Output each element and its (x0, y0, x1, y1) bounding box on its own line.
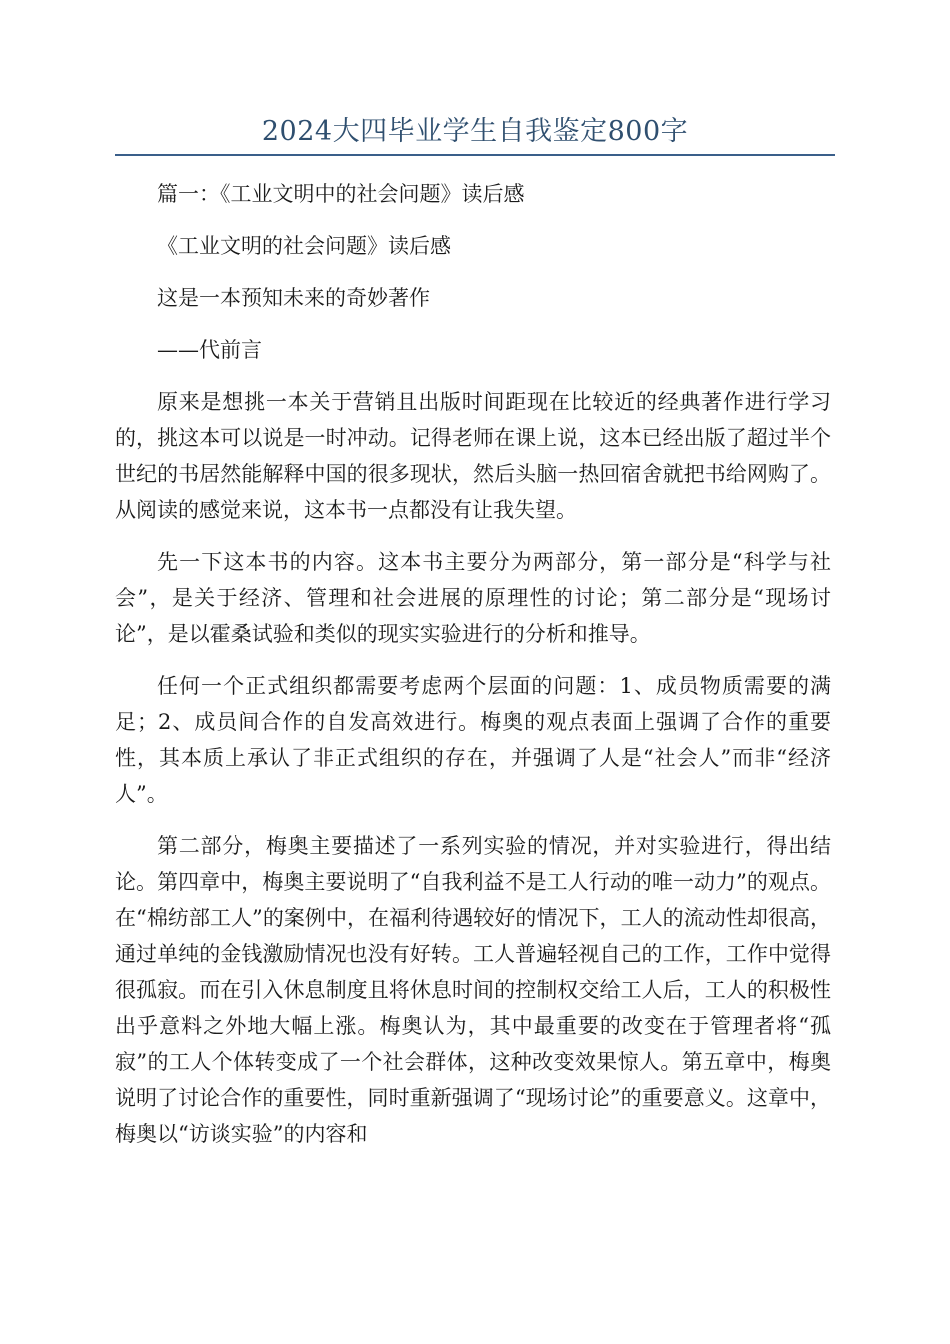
document-title: 2024大四毕业学生自我鉴定800字 (261, 116, 689, 147)
book-title-heading: 《工业文明的社会问题》读后感 (157, 234, 451, 258)
paragraph-3: 任何一个正式组织都需要考虑两个层面的问题：1、成员物质需要的满足；2、成员间合作的自发高效进行。梅奥的观点表面上强调了合作的重要性，其本质上承认了非正式组织的存在，并强调了人是“社会人”而非“经济人”。 (115, 674, 831, 806)
document-body (115, 168, 831, 1168)
paragraph-4: 第二部分，梅奥主要描述了一系列实验的情况，并对实验进行，得出结论。第四章中，梅奥主要说明了“自我利益不是工人行动的唯一动力”的观点。在“棉纺部工人”的案例中，在福利待遇较好的情况下，工人的流动性却很高，通过单纯的金钱激励情况也没有好转。工人普遍轻视自己的工作，工作中觉得很孤寂。而在引入休息制度且将休息时间的控制权交给工人后，工人的积极性出乎意料之外地大幅上涨。梅奥认为，其中最重要的改变在于管理者将“孤寂”的工人个体转变成了一个社会群体，这种改变效果惊人。第五章中，梅奥说明了讨论合作的重要性，同时重新强调了“现场讨论”的重要意义。这章中，梅奥以“访谈实验”的内容和 (115, 834, 831, 1146)
preface-line: ——代前言 (157, 338, 262, 362)
paragraph-2: 先一下这本书的内容。这本书主要分为两部分，第一部分是“科学与社会”，是关于经济、管理和社会进展的原理性的讨论；第二部分是“现场讨论”，是以霍桑试验和类似的现实实验进行的分析和推导。 (115, 550, 831, 646)
title-underline (115, 154, 835, 156)
section-heading: 篇一：《工业文明中的社会问题》读后感 (157, 182, 525, 206)
paragraph-1: 原来是想挑一本关于营销且出版时间距现在比较近的经典著作进行学习的，挑这本可以说是一时冲动。记得老师在课上说，这本已经出版了超过半个世纪的书居然能解释中国的很多现状，然后头脑一热回宿舍就把书给网购了。从阅读的感觉来说，这本书一点都没有让我失望。 (115, 390, 831, 522)
subtitle-line: 这是一本预知未来的奇妙著作 (157, 286, 430, 310)
